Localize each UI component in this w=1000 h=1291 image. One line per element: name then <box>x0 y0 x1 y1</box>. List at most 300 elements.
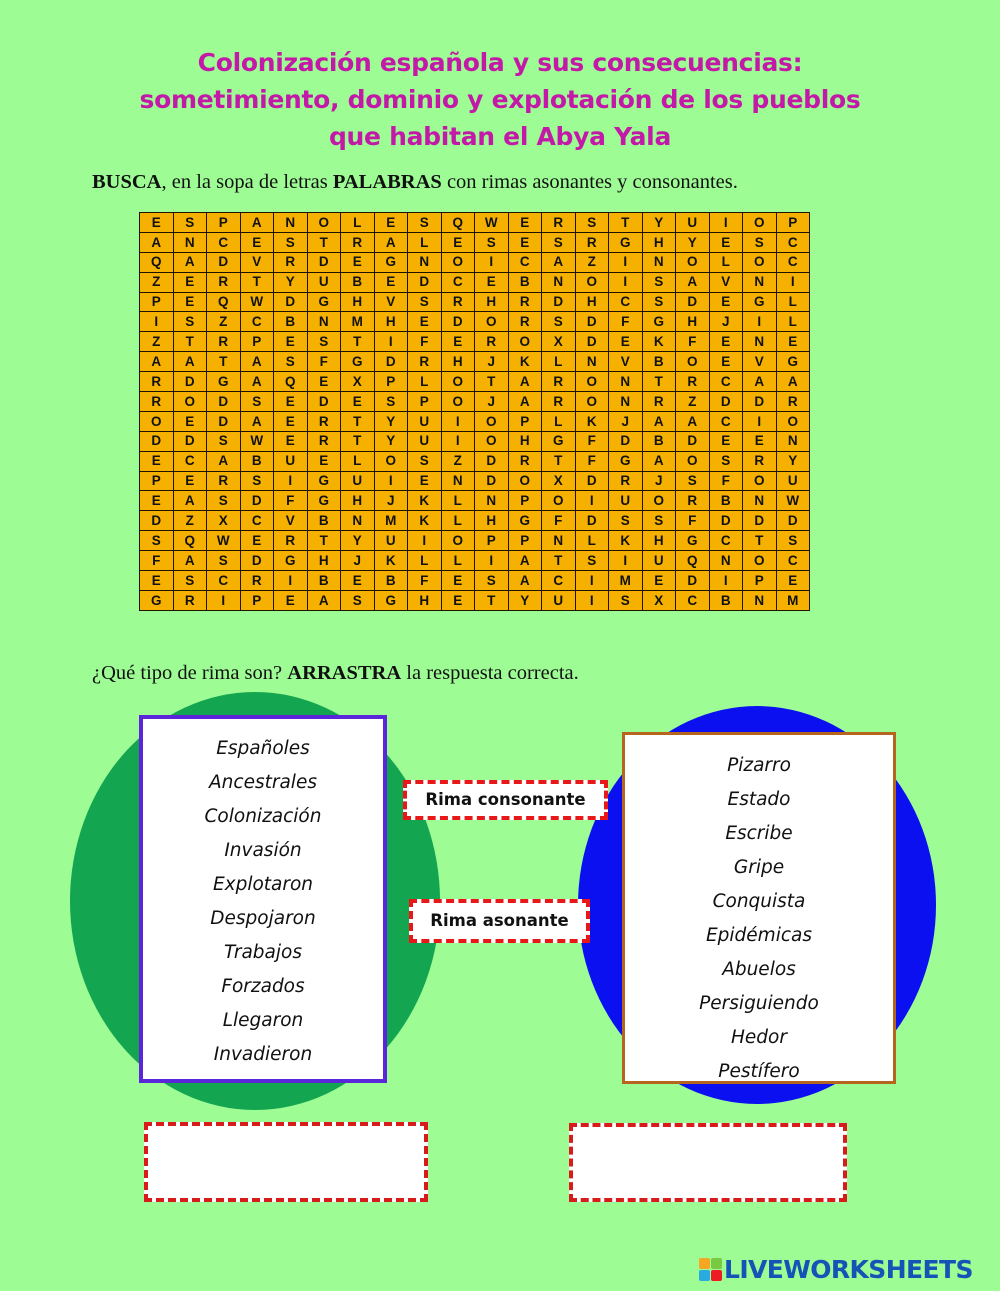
grid-cell[interactable]: P <box>140 471 174 491</box>
left-drop-zone[interactable] <box>144 1122 428 1202</box>
grid-cell[interactable]: P <box>475 531 509 551</box>
grid-cell[interactable]: G <box>776 352 810 372</box>
grid-cell[interactable]: L <box>542 352 576 372</box>
grid-cell[interactable]: N <box>307 312 341 332</box>
grid-cell[interactable]: R <box>274 531 308 551</box>
grid-cell[interactable]: W <box>207 531 241 551</box>
grid-cell[interactable]: D <box>743 392 777 412</box>
grid-cell[interactable]: O <box>542 491 576 511</box>
grid-cell[interactable]: D <box>676 571 710 591</box>
grid-cell[interactable]: H <box>642 232 676 252</box>
grid-cell[interactable]: D <box>274 292 308 312</box>
grid-cell[interactable]: S <box>374 392 408 412</box>
grid-cell[interactable]: S <box>341 590 375 610</box>
grid-cell[interactable]: Y <box>508 590 542 610</box>
grid-cell[interactable]: Z <box>207 312 241 332</box>
grid-cell[interactable]: E <box>274 590 308 610</box>
grid-cell[interactable]: X <box>207 511 241 531</box>
grid-cell[interactable]: M <box>609 571 643 591</box>
grid-cell[interactable]: K <box>508 352 542 372</box>
grid-cell[interactable]: R <box>307 411 341 431</box>
grid-cell[interactable]: F <box>575 451 609 471</box>
grid-cell[interactable]: B <box>274 312 308 332</box>
right-drop-zone[interactable] <box>569 1123 847 1202</box>
grid-cell[interactable]: M <box>374 511 408 531</box>
grid-cell[interactable]: X <box>542 471 576 491</box>
grid-cell[interactable]: R <box>542 392 576 412</box>
grid-cell[interactable]: B <box>307 511 341 531</box>
grid-cell[interactable]: G <box>274 551 308 571</box>
grid-cell[interactable]: E <box>173 471 207 491</box>
grid-cell[interactable]: Z <box>173 511 207 531</box>
grid-cell[interactable]: Y <box>374 411 408 431</box>
grid-cell[interactable]: J <box>475 352 509 372</box>
grid-cell[interactable]: L <box>441 491 475 511</box>
grid-cell[interactable]: N <box>475 491 509 511</box>
grid-cell[interactable]: F <box>307 352 341 372</box>
grid-cell[interactable]: J <box>709 312 743 332</box>
grid-cell[interactable]: T <box>642 372 676 392</box>
grid-cell[interactable]: E <box>408 312 442 332</box>
grid-cell[interactable]: E <box>441 232 475 252</box>
grid-cell[interactable]: V <box>609 352 643 372</box>
grid-cell[interactable]: V <box>743 352 777 372</box>
rima-consonante-chip[interactable]: Rima consonante <box>403 780 608 820</box>
grid-cell[interactable]: U <box>408 411 442 431</box>
grid-cell[interactable]: F <box>575 431 609 451</box>
grid-cell[interactable]: G <box>307 471 341 491</box>
grid-cell[interactable]: K <box>642 332 676 352</box>
grid-cell[interactable]: A <box>743 372 777 392</box>
grid-cell[interactable]: R <box>508 312 542 332</box>
grid-cell[interactable]: D <box>575 511 609 531</box>
grid-cell[interactable]: E <box>140 491 174 511</box>
grid-cell[interactable]: L <box>341 213 375 233</box>
grid-cell[interactable]: I <box>274 471 308 491</box>
grid-cell[interactable]: U <box>676 213 710 233</box>
grid-cell[interactable]: L <box>341 451 375 471</box>
grid-cell[interactable]: E <box>709 352 743 372</box>
grid-cell[interactable]: D <box>676 431 710 451</box>
grid-cell[interactable]: R <box>776 392 810 412</box>
grid-cell[interactable]: O <box>307 213 341 233</box>
grid-cell[interactable]: N <box>609 372 643 392</box>
grid-cell[interactable]: S <box>408 213 442 233</box>
grid-cell[interactable]: C <box>776 551 810 571</box>
grid-cell[interactable]: K <box>575 411 609 431</box>
grid-cell[interactable]: G <box>508 511 542 531</box>
grid-cell[interactable]: S <box>542 232 576 252</box>
grid-cell[interactable]: J <box>475 392 509 412</box>
grid-cell[interactable]: H <box>475 511 509 531</box>
grid-cell[interactable]: S <box>240 392 274 412</box>
grid-cell[interactable]: I <box>475 551 509 571</box>
grid-cell[interactable]: R <box>676 372 710 392</box>
grid-cell[interactable]: S <box>575 551 609 571</box>
grid-cell[interactable]: E <box>441 332 475 352</box>
grid-cell[interactable]: I <box>743 411 777 431</box>
grid-cell[interactable]: K <box>374 551 408 571</box>
grid-cell[interactable]: R <box>508 451 542 471</box>
grid-cell[interactable]: V <box>274 511 308 531</box>
grid-cell[interactable]: H <box>575 292 609 312</box>
grid-cell[interactable]: G <box>542 431 576 451</box>
grid-cell[interactable]: R <box>140 392 174 412</box>
grid-cell[interactable]: Z <box>140 272 174 292</box>
grid-cell[interactable]: E <box>341 252 375 272</box>
grid-cell[interactable]: Y <box>776 451 810 471</box>
grid-cell[interactable]: C <box>676 590 710 610</box>
grid-cell[interactable]: N <box>408 252 442 272</box>
grid-cell[interactable]: E <box>441 590 475 610</box>
grid-cell[interactable]: V <box>240 252 274 272</box>
grid-cell[interactable]: R <box>207 332 241 352</box>
grid-cell[interactable]: S <box>743 232 777 252</box>
grid-cell[interactable]: Z <box>441 451 475 471</box>
grid-cell[interactable]: A <box>508 551 542 571</box>
grid-cell[interactable]: Y <box>341 531 375 551</box>
grid-cell[interactable]: U <box>274 451 308 471</box>
grid-cell[interactable]: L <box>776 292 810 312</box>
grid-cell[interactable]: P <box>240 590 274 610</box>
grid-cell[interactable]: J <box>642 471 676 491</box>
grid-cell[interactable]: B <box>709 590 743 610</box>
grid-cell[interactable]: S <box>207 431 241 451</box>
grid-cell[interactable]: H <box>642 531 676 551</box>
grid-cell[interactable]: O <box>676 352 710 372</box>
grid-cell[interactable]: Z <box>676 392 710 412</box>
grid-cell[interactable]: E <box>274 332 308 352</box>
grid-cell[interactable]: P <box>508 411 542 431</box>
grid-cell[interactable]: S <box>642 292 676 312</box>
grid-cell[interactable]: R <box>341 232 375 252</box>
grid-cell[interactable]: I <box>575 571 609 591</box>
grid-cell[interactable]: S <box>609 511 643 531</box>
grid-cell[interactable]: O <box>575 272 609 292</box>
grid-cell[interactable]: X <box>642 590 676 610</box>
grid-cell[interactable]: U <box>408 431 442 451</box>
grid-cell[interactable]: I <box>776 272 810 292</box>
grid-cell[interactable]: T <box>475 372 509 392</box>
grid-cell[interactable]: A <box>508 571 542 591</box>
grid-cell[interactable]: Q <box>676 551 710 571</box>
grid-cell[interactable]: W <box>240 431 274 451</box>
grid-cell[interactable]: E <box>274 411 308 431</box>
grid-cell[interactable]: D <box>475 471 509 491</box>
grid-cell[interactable]: D <box>307 392 341 412</box>
grid-cell[interactable]: D <box>609 431 643 451</box>
grid-cell[interactable]: U <box>374 531 408 551</box>
grid-cell[interactable]: C <box>508 252 542 272</box>
grid-cell[interactable]: R <box>542 213 576 233</box>
grid-cell[interactable]: A <box>240 411 274 431</box>
grid-cell[interactable]: Q <box>207 292 241 312</box>
grid-cell[interactable]: C <box>207 232 241 252</box>
grid-cell[interactable]: E <box>274 431 308 451</box>
grid-cell[interactable]: O <box>676 451 710 471</box>
grid-cell[interactable]: I <box>475 252 509 272</box>
grid-cell[interactable]: L <box>441 511 475 531</box>
grid-cell[interactable]: L <box>441 551 475 571</box>
grid-cell[interactable]: O <box>575 392 609 412</box>
grid-cell[interactable]: I <box>140 312 174 332</box>
grid-cell[interactable]: O <box>676 252 710 272</box>
grid-cell[interactable]: N <box>743 590 777 610</box>
grid-cell[interactable]: S <box>542 312 576 332</box>
grid-cell[interactable]: S <box>676 471 710 491</box>
grid-cell[interactable]: I <box>441 411 475 431</box>
grid-cell[interactable]: G <box>642 312 676 332</box>
grid-cell[interactable]: P <box>374 372 408 392</box>
grid-cell[interactable]: O <box>508 471 542 491</box>
grid-cell[interactable]: N <box>743 332 777 352</box>
grid-cell[interactable]: A <box>173 551 207 571</box>
grid-cell[interactable]: I <box>609 272 643 292</box>
grid-cell[interactable]: A <box>240 352 274 372</box>
grid-cell[interactable]: E <box>508 213 542 233</box>
grid-cell[interactable]: D <box>575 332 609 352</box>
grid-cell[interactable]: D <box>207 411 241 431</box>
grid-cell[interactable]: G <box>207 372 241 392</box>
grid-cell[interactable]: A <box>542 252 576 272</box>
grid-cell[interactable]: L <box>776 312 810 332</box>
grid-cell[interactable]: A <box>508 392 542 412</box>
grid-cell[interactable]: R <box>542 372 576 392</box>
grid-cell[interactable]: D <box>743 511 777 531</box>
grid-cell[interactable]: E <box>173 272 207 292</box>
grid-cell[interactable]: E <box>173 411 207 431</box>
grid-cell[interactable]: R <box>475 332 509 352</box>
grid-cell[interactable]: T <box>341 411 375 431</box>
grid-cell[interactable]: O <box>441 252 475 272</box>
grid-cell[interactable]: H <box>676 312 710 332</box>
grid-cell[interactable]: S <box>776 531 810 551</box>
grid-cell[interactable]: D <box>709 392 743 412</box>
grid-cell[interactable]: O <box>575 372 609 392</box>
grid-cell[interactable]: N <box>341 511 375 531</box>
grid-cell[interactable]: D <box>307 252 341 272</box>
grid-cell[interactable]: J <box>609 411 643 431</box>
grid-cell[interactable]: B <box>508 272 542 292</box>
grid-cell[interactable]: I <box>274 571 308 591</box>
grid-cell[interactable]: T <box>307 232 341 252</box>
grid-cell[interactable]: F <box>274 491 308 511</box>
grid-cell[interactable]: R <box>240 571 274 591</box>
grid-cell[interactable]: E <box>441 571 475 591</box>
grid-cell[interactable]: N <box>441 471 475 491</box>
grid-cell[interactable]: I <box>374 471 408 491</box>
grid-cell[interactable]: F <box>542 511 576 531</box>
grid-cell[interactable]: D <box>676 292 710 312</box>
grid-cell[interactable]: A <box>140 232 174 252</box>
grid-cell[interactable]: P <box>776 213 810 233</box>
grid-cell[interactable]: D <box>140 431 174 451</box>
grid-cell[interactable]: G <box>609 451 643 471</box>
grid-cell[interactable]: F <box>140 551 174 571</box>
grid-cell[interactable]: O <box>743 252 777 272</box>
grid-cell[interactable]: P <box>508 531 542 551</box>
grid-cell[interactable]: M <box>776 590 810 610</box>
grid-cell[interactable]: R <box>173 590 207 610</box>
grid-cell[interactable]: R <box>575 232 609 252</box>
grid-cell[interactable]: Q <box>441 213 475 233</box>
grid-cell[interactable]: R <box>642 392 676 412</box>
grid-cell[interactable]: U <box>642 551 676 571</box>
grid-cell[interactable]: O <box>441 531 475 551</box>
grid-cell[interactable]: S <box>642 272 676 292</box>
grid-cell[interactable]: I <box>207 590 241 610</box>
grid-cell[interactable]: Q <box>274 372 308 392</box>
grid-cell[interactable]: U <box>776 471 810 491</box>
grid-cell[interactable]: S <box>408 292 442 312</box>
grid-cell[interactable]: N <box>575 352 609 372</box>
rima-asonante-chip[interactable]: Rima asonante <box>409 899 590 943</box>
grid-cell[interactable]: O <box>475 312 509 332</box>
grid-cell[interactable]: T <box>475 590 509 610</box>
grid-cell[interactable]: B <box>709 491 743 511</box>
grid-cell[interactable]: N <box>609 392 643 412</box>
grid-cell[interactable]: E <box>709 232 743 252</box>
grid-cell[interactable]: T <box>743 531 777 551</box>
grid-cell[interactable]: I <box>575 590 609 610</box>
grid-cell[interactable]: N <box>743 272 777 292</box>
grid-cell[interactable]: C <box>709 372 743 392</box>
grid-cell[interactable]: U <box>609 491 643 511</box>
grid-cell[interactable]: O <box>743 213 777 233</box>
grid-cell[interactable]: D <box>575 312 609 332</box>
grid-cell[interactable]: N <box>642 252 676 272</box>
grid-cell[interactable]: A <box>207 451 241 471</box>
grid-cell[interactable]: S <box>642 511 676 531</box>
grid-cell[interactable]: A <box>173 252 207 272</box>
grid-cell[interactable]: E <box>508 232 542 252</box>
grid-cell[interactable]: I <box>441 431 475 451</box>
grid-cell[interactable]: N <box>709 551 743 571</box>
grid-cell[interactable]: I <box>709 213 743 233</box>
grid-cell[interactable]: R <box>676 491 710 511</box>
grid-cell[interactable]: N <box>743 491 777 511</box>
grid-cell[interactable]: N <box>173 232 207 252</box>
grid-cell[interactable]: W <box>240 292 274 312</box>
grid-cell[interactable]: O <box>475 431 509 451</box>
grid-cell[interactable]: P <box>207 213 241 233</box>
grid-cell[interactable]: D <box>207 392 241 412</box>
grid-cell[interactable]: R <box>274 252 308 272</box>
grid-cell[interactable]: E <box>408 471 442 491</box>
grid-cell[interactable]: L <box>408 232 442 252</box>
grid-cell[interactable]: Y <box>642 213 676 233</box>
grid-cell[interactable]: U <box>307 272 341 292</box>
grid-cell[interactable]: C <box>173 451 207 471</box>
grid-cell[interactable]: S <box>274 352 308 372</box>
grid-cell[interactable]: D <box>441 312 475 332</box>
grid-cell[interactable]: G <box>609 232 643 252</box>
grid-cell[interactable]: E <box>274 392 308 412</box>
grid-cell[interactable]: D <box>709 511 743 531</box>
grid-cell[interactable]: C <box>240 511 274 531</box>
grid-cell[interactable]: T <box>240 272 274 292</box>
grid-cell[interactable]: A <box>374 232 408 252</box>
grid-cell[interactable]: E <box>240 232 274 252</box>
grid-cell[interactable]: T <box>207 352 241 372</box>
grid-cell[interactable]: B <box>374 571 408 591</box>
grid-cell[interactable]: T <box>542 551 576 571</box>
grid-cell[interactable]: X <box>542 332 576 352</box>
grid-cell[interactable]: Q <box>173 531 207 551</box>
grid-cell[interactable]: H <box>408 590 442 610</box>
grid-cell[interactable]: H <box>341 491 375 511</box>
grid-cell[interactable]: D <box>240 551 274 571</box>
grid-cell[interactable]: T <box>173 332 207 352</box>
grid-cell[interactable]: V <box>374 292 408 312</box>
grid-cell[interactable]: Q <box>140 252 174 272</box>
grid-cell[interactable]: N <box>542 272 576 292</box>
grid-cell[interactable]: E <box>140 451 174 471</box>
grid-cell[interactable]: E <box>776 571 810 591</box>
grid-cell[interactable]: H <box>475 292 509 312</box>
grid-cell[interactable]: A <box>307 590 341 610</box>
grid-cell[interactable]: A <box>173 491 207 511</box>
grid-cell[interactable]: D <box>475 451 509 471</box>
grid-cell[interactable]: E <box>709 431 743 451</box>
grid-cell[interactable]: J <box>374 491 408 511</box>
grid-cell[interactable]: T <box>307 531 341 551</box>
grid-cell[interactable]: C <box>709 411 743 431</box>
grid-cell[interactable]: R <box>307 431 341 451</box>
grid-cell[interactable]: P <box>408 392 442 412</box>
grid-cell[interactable]: W <box>475 213 509 233</box>
grid-cell[interactable]: T <box>542 451 576 471</box>
grid-cell[interactable]: O <box>776 411 810 431</box>
grid-cell[interactable]: H <box>307 551 341 571</box>
grid-cell[interactable]: E <box>776 332 810 352</box>
grid-cell[interactable]: E <box>609 332 643 352</box>
grid-cell[interactable]: U <box>341 471 375 491</box>
grid-cell[interactable]: S <box>173 312 207 332</box>
grid-cell[interactable]: S <box>207 551 241 571</box>
grid-cell[interactable]: S <box>173 213 207 233</box>
grid-cell[interactable]: E <box>341 571 375 591</box>
grid-cell[interactable]: R <box>441 292 475 312</box>
grid-cell[interactable]: N <box>776 431 810 451</box>
grid-cell[interactable]: F <box>676 332 710 352</box>
grid-cell[interactable]: K <box>408 491 442 511</box>
grid-cell[interactable]: O <box>441 392 475 412</box>
grid-cell[interactable]: C <box>776 252 810 272</box>
grid-cell[interactable]: G <box>307 491 341 511</box>
grid-cell[interactable]: D <box>207 252 241 272</box>
grid-cell[interactable]: I <box>709 571 743 591</box>
grid-cell[interactable]: D <box>140 511 174 531</box>
grid-cell[interactable]: P <box>743 571 777 591</box>
grid-cell[interactable]: E <box>173 292 207 312</box>
grid-cell[interactable]: G <box>676 531 710 551</box>
grid-cell[interactable]: G <box>140 590 174 610</box>
grid-cell[interactable]: E <box>307 451 341 471</box>
grid-cell[interactable]: S <box>274 232 308 252</box>
grid-cell[interactable]: E <box>341 392 375 412</box>
grid-cell[interactable]: P <box>508 491 542 511</box>
grid-cell[interactable]: E <box>709 332 743 352</box>
grid-cell[interactable]: T <box>609 213 643 233</box>
grid-cell[interactable]: A <box>508 372 542 392</box>
grid-cell[interactable]: O <box>642 491 676 511</box>
grid-cell[interactable]: D <box>776 511 810 531</box>
grid-cell[interactable]: G <box>341 352 375 372</box>
grid-cell[interactable]: A <box>776 372 810 392</box>
grid-cell[interactable]: G <box>374 590 408 610</box>
grid-cell[interactable]: D <box>240 491 274 511</box>
